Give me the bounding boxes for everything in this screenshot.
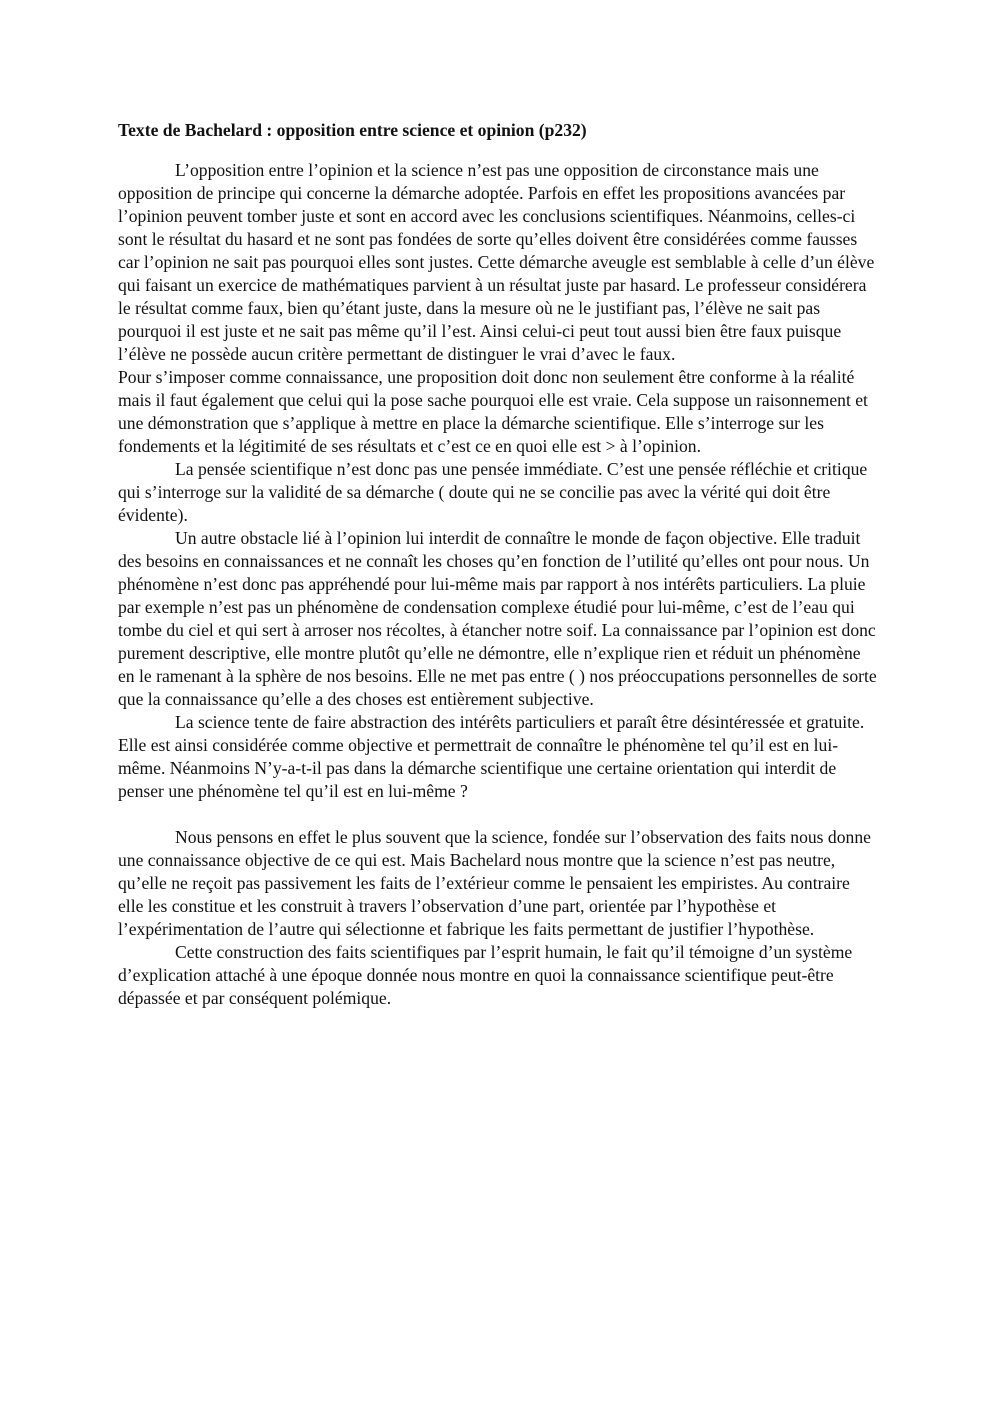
- document-title: Texte de Bachelard : opposition entre science et opinion (p232): [118, 120, 587, 140]
- paragraph-spacer: [118, 803, 878, 826]
- document-body: [118, 119, 878, 1010]
- paragraph-4: Un autre obstacle lié à l’opinion lui interdit de connaître le monde de façon objective. Elle traduit des besoins en connaissances et ne connaît les choses qu’en fonction de l’utilité qu’elles ont pour nous. Un phénomène n’est donc pas appréhendé pour lui-même mais par rapport à nos intérêts particuliers. La pluie par exemple n’est pas un phénomène de condensation complexe étudié pour lui-même, c’est de l’eau qui tombe du ciel et qui sert à arroser nos récoltes, à étancher notre soif. La connaissance par l’opinion est donc purement descriptive, elle montre plutôt qu’elle ne démontre, elle n’explique rien et réduit un phénomène en le ramenant à la sphère de nos besoins. Elle ne met pas entre ( ) nos préoccupations personnelles de sorte que la connaissance qu’elle a des choses est entièrement subjective.: [118, 528, 877, 709]
- paragraph-1: L’opposition entre l’opinion et la science n’est pas une opposition de circonstance mais une opposition de principe qui concerne la démarche adoptée. Parfois en effet les propositions avancées par l’opinion peuvent tomber juste et sont en accord avec les conclusions scientifiques. Néanmoins, celles-ci sont le résultat du hasard et ne sont pas fondées de sorte qu’elles doivent être considérées comme fausses car l’opinion ne sait pas pourquoi elles sont justes. Cette démarche aveugle est semblable à celle d’un élève qui faisant un exercice de mathématiques parvient à un résultat juste par hasard. Le professeur considérera le résultat comme faux, bien qu’étant juste, dans la mesure où ne le justifiant pas, l’élève ne sait pas pourquoi il est juste et ne sait pas même qu’il l’est. Ainsi celui-ci peut tout aussi bien être faux puisque l’élève ne possède aucun critère permettant de distinguer le vrai d’avec le faux.: [118, 160, 875, 364]
- paragraph-7: Cette construction des faits scientifiques par l’esprit humain, le fait qu’il témoigne d’un système d’explication attaché à une époque donnée nous montre en quoi la connaissance scientifique peut-être dépassée et par conséquent polémique.: [118, 942, 853, 1008]
- paragraph-3: La pensée scientifique n’est donc pas une pensée immédiate. C’est une pensée réfléchie et critique qui s’interroge sur la validité de sa démarche ( doute qui ne se concilie pas avec la vérité qui doit être évidente).: [118, 459, 868, 525]
- paragraph-2: Pour s’imposer comme connaissance, une proposition doit donc non seulement être conforme à la réalité mais il faut également que celui qui la pose sache pourquoi elle est vraie. Cela suppose un raisonnement et une démonstration que s’applique à mettre en place la démarche scientifique. Elle s’interroge sur les fondements et la légitimité de ses résultats et c’est ce en quoi elle est > à l’opinion.: [118, 367, 868, 456]
- paragraph-6: Nous pensons en effet le plus souvent que la science, fondée sur l’observation des faits nous donne une connaissance objective de ce qui est. Mais Bachelard nous montre que la science n’est pas neutre, qu’elle ne reçoit pas passivement les faits de l’extérieur comme le pensaient les empiristes. Au contraire elle les constitue et les construit à travers l’observation d’une part, orientée par l’hypothèse et l’expérimentation de l’autre qui sélectionne et fabrique les faits permettant de justifier l’hypothèse.: [118, 827, 871, 939]
- paragraph-5: La science tente de faire abstraction des intérêts particuliers et paraît être désintéressée et gratuite. Elle est ainsi considérée comme objective et permettrait de connaître le phénomène tel qu’il est en lui-même. Néanmoins N’y-a-t-il pas dans la démarche scientifique une certaine orientation qui interdit de penser une phénomène tel qu’il est en lui-même ?: [118, 712, 865, 801]
